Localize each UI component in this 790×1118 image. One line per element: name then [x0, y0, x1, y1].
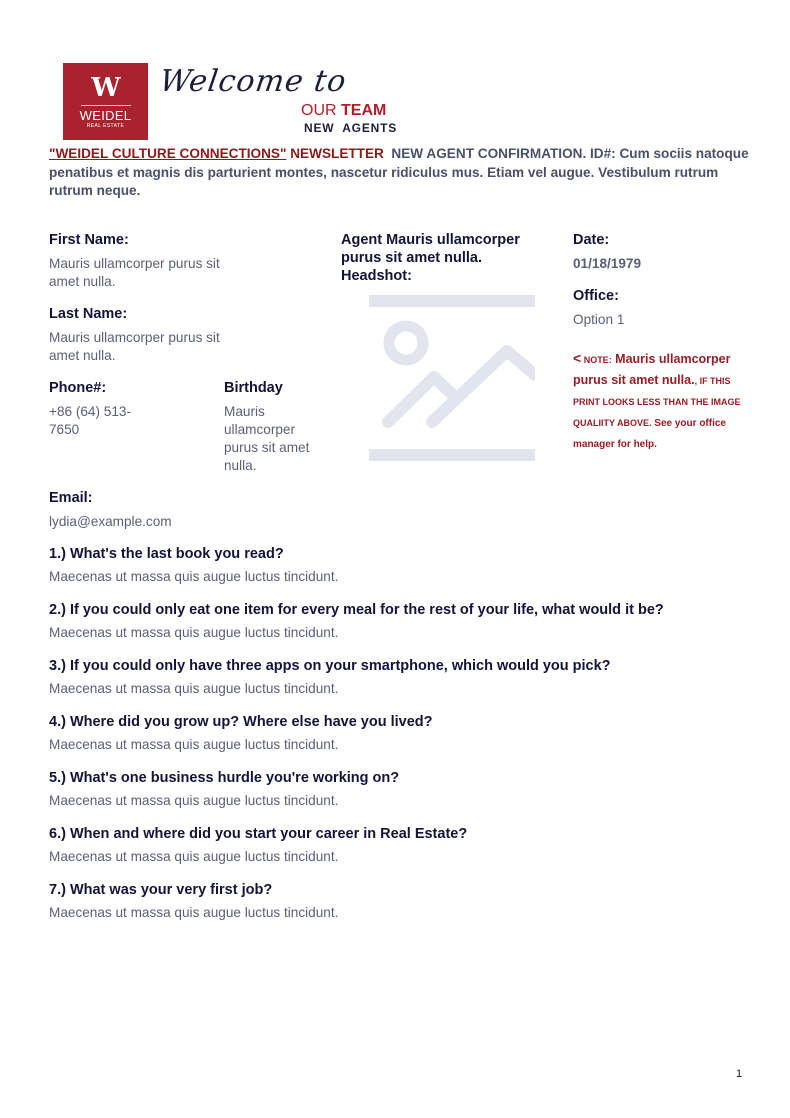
- newsletter-link[interactable]: "WEIDEL CULTURE CONNECTIONS": [49, 146, 287, 161]
- page-number: 1: [736, 1068, 743, 1080]
- question-text: 2.) If you could only eat one item for every meal for the rest of your life, what would it be?: [49, 602, 664, 618]
- question-text: 7.) What was your very first job?: [49, 882, 273, 898]
- newsletter-label: NEWSLETTER: [286, 146, 384, 161]
- last-name-value: Mauris ullamcorper purus sit amet nulla.: [49, 330, 220, 363]
- intro-paragraph: [49, 145, 753, 201]
- answer-text: Maecenas ut massa quis augue luctus tincidunt.: [49, 625, 339, 640]
- welcome-script: Welcome to: [157, 64, 349, 99]
- question-item: [49, 601, 749, 642]
- birthday-field: [224, 379, 324, 475]
- question-item: [49, 881, 749, 922]
- phone-label: Phone#:: [49, 380, 107, 396]
- question-item: [49, 769, 749, 810]
- print-quality-note: [573, 349, 753, 454]
- team-text: TEAM: [341, 102, 387, 119]
- first-name-value: Mauris ullamcorper purus sit amet nulla.: [49, 256, 220, 289]
- office-field: [573, 287, 753, 329]
- question-text: 1.) What's the last book you read?: [49, 546, 284, 562]
- intro-text: NEW AGENT CONFIRMATION. ID#: Cum sociis natoque penatibus et magnis dis parturient montes, nascetur ridiculus mus. Etiam vel augue. Vestibulum rutrum rutrum neque.: [49, 146, 753, 198]
- logo-subtitle: REAL ESTATE: [86, 123, 125, 129]
- question-text: 3.) If you could only have three apps on your smartphone, which would you pick?: [49, 658, 611, 674]
- phone-field: [49, 379, 149, 439]
- logo-name: WEIDEL: [79, 108, 132, 123]
- question-item: [49, 657, 749, 698]
- headshot-placeholder[interactable]: [369, 295, 535, 461]
- answer-text: Maecenas ut massa quis augue luctus tincidunt.: [49, 681, 339, 696]
- logo-letter: W: [91, 73, 120, 103]
- question-item: [49, 713, 749, 754]
- first-name-label: First Name:: [49, 232, 129, 248]
- email-value: lydia@example.com: [49, 514, 172, 529]
- question-text: 6.) When and where did you start your career in Real Estate?: [49, 826, 468, 842]
- date-field: [573, 231, 753, 273]
- our-text: OUR: [301, 102, 337, 119]
- date-label: Date:: [573, 232, 610, 248]
- phone-value: +86 (64) 513-7650: [49, 404, 131, 437]
- office-label: Office:: [573, 288, 619, 304]
- image-placeholder-icon: [369, 295, 535, 461]
- office-value: Option 1: [573, 312, 625, 327]
- date-value: 01/18/1979: [573, 256, 642, 271]
- note-help: See your office manager for help.: [573, 418, 726, 450]
- note-highlight: Mauris ullamcorper purus sit amet nulla.: [573, 352, 731, 387]
- weidel-logo: [63, 63, 148, 140]
- answer-text: Maecenas ut massa quis augue luctus tincidunt.: [49, 569, 339, 584]
- question-item: [49, 825, 749, 866]
- question-item: [49, 545, 749, 586]
- arrow-left-icon: <: [573, 350, 582, 366]
- last-name-label: Last Name:: [49, 306, 128, 322]
- answer-text: Maecenas ut massa quis augue luctus tincidunt.: [49, 849, 339, 864]
- question-text: 4.) Where did you grow up? Where else have you lived?: [49, 714, 433, 730]
- email-field: [49, 489, 349, 531]
- last-name-field: [49, 305, 249, 365]
- our-team-heading: [301, 102, 386, 120]
- answer-text: Maecenas ut massa quis augue luctus tincidunt.: [49, 793, 339, 808]
- answer-text: Maecenas ut massa quis augue luctus tincidunt.: [49, 905, 339, 920]
- note-text: , IF THIS PRINT LOOKS LESS THAN THE IMAGE QUALIITY ABOVE.: [573, 376, 741, 428]
- birthday-label: Birthday: [224, 380, 283, 396]
- email-label: Email:: [49, 490, 93, 506]
- headshot-label: Agent Mauris ullamcorper purus sit amet nulla. Headshot:: [341, 232, 520, 284]
- birthday-value: Mauris ullamcorper purus sit amet nulla.: [224, 404, 310, 473]
- question-text: 5.) What's one business hurdle you're working on?: [49, 770, 400, 786]
- answer-text: Maecenas ut massa quis augue luctus tincidunt.: [49, 737, 339, 752]
- new-agents-heading: NEW AGENTS: [304, 121, 398, 135]
- note-prefix: NOTE:: [581, 355, 612, 365]
- first-name-field: [49, 231, 249, 291]
- logo-divider: [81, 105, 131, 106]
